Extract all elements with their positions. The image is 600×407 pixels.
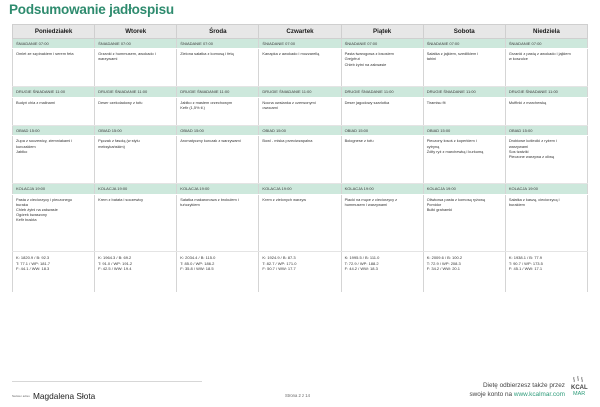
meal-dishes-cell [177,194,259,252]
day-header-row [13,25,588,39]
meal-dishes-cell [13,194,95,252]
meal-dishes-row [13,97,588,126]
meal-label: DRUGIE ŚNIADANIE 11:00 [341,87,423,97]
meal-dishes-cell [13,97,95,126]
dish-line: Pasta twarogowa z łososiem [344,51,394,57]
nutrition-totals-cell [423,252,505,292]
meal-dishes-cell [259,136,341,184]
meal-dishes-cell [177,97,259,126]
day-header: Wtorek [95,25,177,39]
meal-dishes-cell [259,49,341,87]
dish-line: warzywami [508,143,529,149]
page-title: Podsumowanie jadłospisu [9,2,174,17]
meal-dishes-cell [423,49,505,87]
dish-line: Deser czekoladowy z tofu [98,99,143,105]
meal-dishes-cell [341,97,423,126]
meal-dishes-cell [505,136,587,184]
meal-dishes-cell [423,136,505,184]
meal-plan-table [12,24,588,292]
meal-dishes-cell [95,194,177,252]
author-name: Magdalena Słota [33,391,96,401]
meal-dishes-cell [505,97,587,126]
dish-line: tahini [426,56,437,62]
footer-divider [12,381,202,382]
day-header: Czwartek [259,25,341,39]
meal-dishes-row [13,49,588,87]
dish-line: tuńczykiem [180,201,200,207]
nutrition-totals-cell [505,252,587,292]
nutrition-totals-cell [177,252,259,292]
nutrition-totals-cell [95,252,177,292]
meal-label: KOLACJA 19:00 [13,184,95,194]
kcalmar-link[interactable]: www.kcalmar.com [513,391,565,398]
meal-dishes-cell [95,49,177,87]
dish-line: Zielona sałatka z komosą i fetą [180,51,234,57]
meal-label: DRUGIE ŚNIADANIE 11:00 [13,87,95,97]
dish-line: buraka [16,201,28,207]
dish-line: Kefir (1,5% tł.) [180,104,205,110]
nutrition-line: F: 45.1 / WW: 17.1 [508,265,543,271]
meal-label: OBIAD 15:00 [505,126,587,136]
nutrition-line: F: 34.2 / WW: 20.1 [426,265,460,271]
dish-line: Drobiowe kotleciki z ryżem i [508,138,557,144]
nutrition-line: K: 1938.1 / B: 77.9 [508,255,542,261]
nutrition-totals-row [13,252,588,292]
dish-line: Sałatka z jajkiem, szedłikiem i [426,51,479,57]
dish-line: Zupa z soczewicy, ziemniakami i [16,138,73,144]
meal-label: DRUGIE ŚNIADANIE 11:00 [95,87,177,97]
dish-line: Tiramisu fit [426,99,446,105]
meal-dishes-cell [259,97,341,126]
meal-label: OBIAD 15:00 [95,126,177,136]
meal-label: KOLACJA 19:00 [505,184,587,194]
meal-label-row [13,184,588,194]
dish-line: Bułki grahamki [426,206,453,212]
meal-label: KOLACJA 19:00 [341,184,423,194]
meal-dishes-cell [177,136,259,184]
meal-label: KOLACJA 19:00 [95,184,177,194]
meal-dishes-cell [423,97,505,126]
dish-line: Aromatyczny kurczak z warzywami [180,138,241,144]
dish-line: Krem z batata i soczewicy [98,196,144,202]
dish-line: Krem z zielonych warzyw [262,196,307,202]
day-header: Poniedziałek [13,25,95,39]
svg-text:MAR: MAR [573,391,586,397]
meal-label: ŚNIADANIE 07:00 [423,39,505,49]
dish-line: Placki na mące z cieciorzycy z [344,196,398,202]
svg-text:KCAL: KCAL [571,385,588,391]
kcalmar-logo-icon [570,375,590,399]
page-number: Strona 2 z 14 [285,393,310,398]
meal-dishes-cell [177,49,259,87]
meal-label: ŚNIADANIE 07:00 [95,39,177,49]
meal-label: KOLACJA 19:00 [259,184,341,194]
dish-line: Sałatka makaronowa z brokułem i [180,196,239,202]
dish-line: Ogórek kwaszony [16,212,47,218]
meal-dishes-cell [95,136,177,184]
dish-line: Chleb żytni na zakwasie [344,61,387,67]
meal-dishes-cell [13,136,95,184]
meal-label: ŚNIADANIE 07:00 [505,39,587,49]
dish-line: Jabłko z masłem orzechowym [180,99,233,105]
dish-line: Kefir buskta [16,217,37,223]
meal-label: OBIAD 15:00 [423,126,505,136]
dish-line: owocami [262,104,278,110]
dish-line: Chleb żytni na zakwasie [16,206,58,212]
meal-label: DRUGIE ŚNIADANIE 11:00 [259,87,341,97]
nutrition-line: T: 85.0 / WP: 186.2 [180,260,215,266]
nutrition-line: K: 1924.9 / B: 87.3 [262,255,296,261]
nutrition-line: K: 1995.5 / B: 111.0 [344,255,380,261]
dish-line: Bowl - miska przeciwzapalna [262,138,313,144]
nutrition-line: F: 44.1 / WW: 18.3 [16,265,50,271]
meal-dishes-cell [341,194,423,252]
day-header: Niedziela [505,25,587,39]
dish-line: Pomidor [426,201,442,207]
meal-dishes-row [13,194,588,252]
nutrition-line: T: 82.7 / WP: 171.0 [262,260,297,266]
dish-line: meksykańskim) [98,143,125,149]
dish-line: hummusem i warzywami [344,201,388,207]
nutrition-line: T: 77.1 / WP: 181.7 [16,260,51,266]
dish-line: Pieczone warzywa z oliwą [508,154,555,160]
dish-line: Sos tzatziki [508,148,529,154]
promo-line-2-prefix: swoje konto na [469,391,514,398]
meal-dishes-cell [341,136,423,184]
promo-text [469,381,565,399]
dish-line: Kanapka z awokado i mozzarellą [262,51,320,57]
meal-label-row [13,87,588,97]
nutrition-line: T: 72.9 / WP: 208.3 [426,260,461,266]
dish-line: Muffinki z marchewką [508,99,547,105]
meal-dishes-cell [505,194,587,252]
day-header: Sobota [423,25,505,39]
nutrition-totals-cell [341,252,423,292]
meal-label: OBIAD 15:00 [259,126,341,136]
dish-line: burakiem [508,201,525,207]
dish-line: Pasta z cieciorzycy i pieczonego [16,196,73,202]
meal-label: DRUGIE ŚNIADANIE 11:00 [505,87,587,97]
nutrition-line: F: 44.2 / WW: 18.3 [344,265,378,271]
meal-label: ŚNIADANIE 07:00 [259,39,341,49]
meal-label-row [13,39,588,49]
meal-label: ŚNIADANIE 07:00 [177,39,259,49]
dish-line: Oliwkowa pasta z komosą ryżową [426,196,486,202]
meal-dishes-cell [423,194,505,252]
dish-line: Sałatka z kaszą, cieciorzycą i [508,196,560,202]
meal-dishes-cell [259,194,341,252]
dish-line: Omlet ze szpinakiem i serem feta [16,51,74,57]
meal-label: OBIAD 15:00 [13,126,95,136]
dish-line: Bolognese z tofu [344,138,374,144]
nutrition-line: K: 1820.9 / B: 92.3 [16,255,50,261]
dish-line: Nocna owsianka z czerwonymi [262,99,316,105]
meal-label: KOLACJA 19:00 [177,184,259,194]
nutrition-line: F: 50.7 / WW: 17.7 [262,265,296,271]
nutrition-line: F: 35.8 / WW: 18.5 [180,265,214,271]
nutrition-line: K: 2034.4 / B: 115.0 [180,255,216,261]
dish-line: Grejpfrut [344,56,360,62]
dish-line: Deser jagodowy szarlotka [344,99,390,105]
dish-line: Budyń chia z malinami [16,99,55,105]
meal-dishes-cell [95,97,177,126]
dish-line: Żółty ryż z marchewką i kurkumą [426,148,484,154]
day-header: Środa [177,25,259,39]
nutrition-line: K: 2009.6 / B: 100.2 [426,255,463,261]
meal-label-row [13,126,588,136]
meal-dishes-cell [341,49,423,87]
footer-caption: Nazwa i adres [12,394,30,398]
meal-label: ŚNIADANIE 07:00 [13,39,95,49]
dish-line: Jabłko [16,148,28,154]
meal-dishes-cell [505,49,587,87]
meal-label: OBIAD 15:00 [341,126,423,136]
meal-dishes-cell [13,49,95,87]
nutrition-totals-cell [13,252,95,292]
day-header: Piątek [341,25,423,39]
meal-label: DRUGIE ŚNIADANIE 11:00 [177,87,259,97]
dish-line: w koszulce [508,56,528,62]
dish-line: Grzanki z hummusem, awokado i [98,51,156,57]
nutrition-line: F: 42.5 / WW: 19.4 [98,265,132,271]
nutrition-line: T: 72.9 / WP: 188.2 [344,260,379,266]
dish-line: warzywami [98,56,118,62]
meal-label: ŚNIADANIE 07:00 [341,39,423,49]
nutrition-line: T: 91.0 / WP: 191.2 [98,260,133,266]
meal-label: KOLACJA 19:00 [423,184,505,194]
meal-label: OBIAD 15:00 [177,126,259,136]
nutrition-line: K: 1964.3 / B: 69.2 [98,255,132,261]
dish-line: Grzanki z pastą z awokado i jajkiem [508,51,571,57]
meal-label: DRUGIE ŚNIADANIE 11:00 [423,87,505,97]
meal-dishes-row [13,136,588,184]
dish-line: Pęczak z fasolą (w stylu [98,138,140,144]
nutrition-line: T: 90.7 / WP: 173.5 [508,260,543,266]
dish-line: cytryną [426,143,440,149]
dish-line: Pieczony łosoś z koperkiem i [426,138,477,144]
dish-line: kurczakiem [16,143,36,149]
promo-line-1: Dietę odbierzesz także przez [482,382,565,389]
nutrition-totals-cell [259,252,341,292]
